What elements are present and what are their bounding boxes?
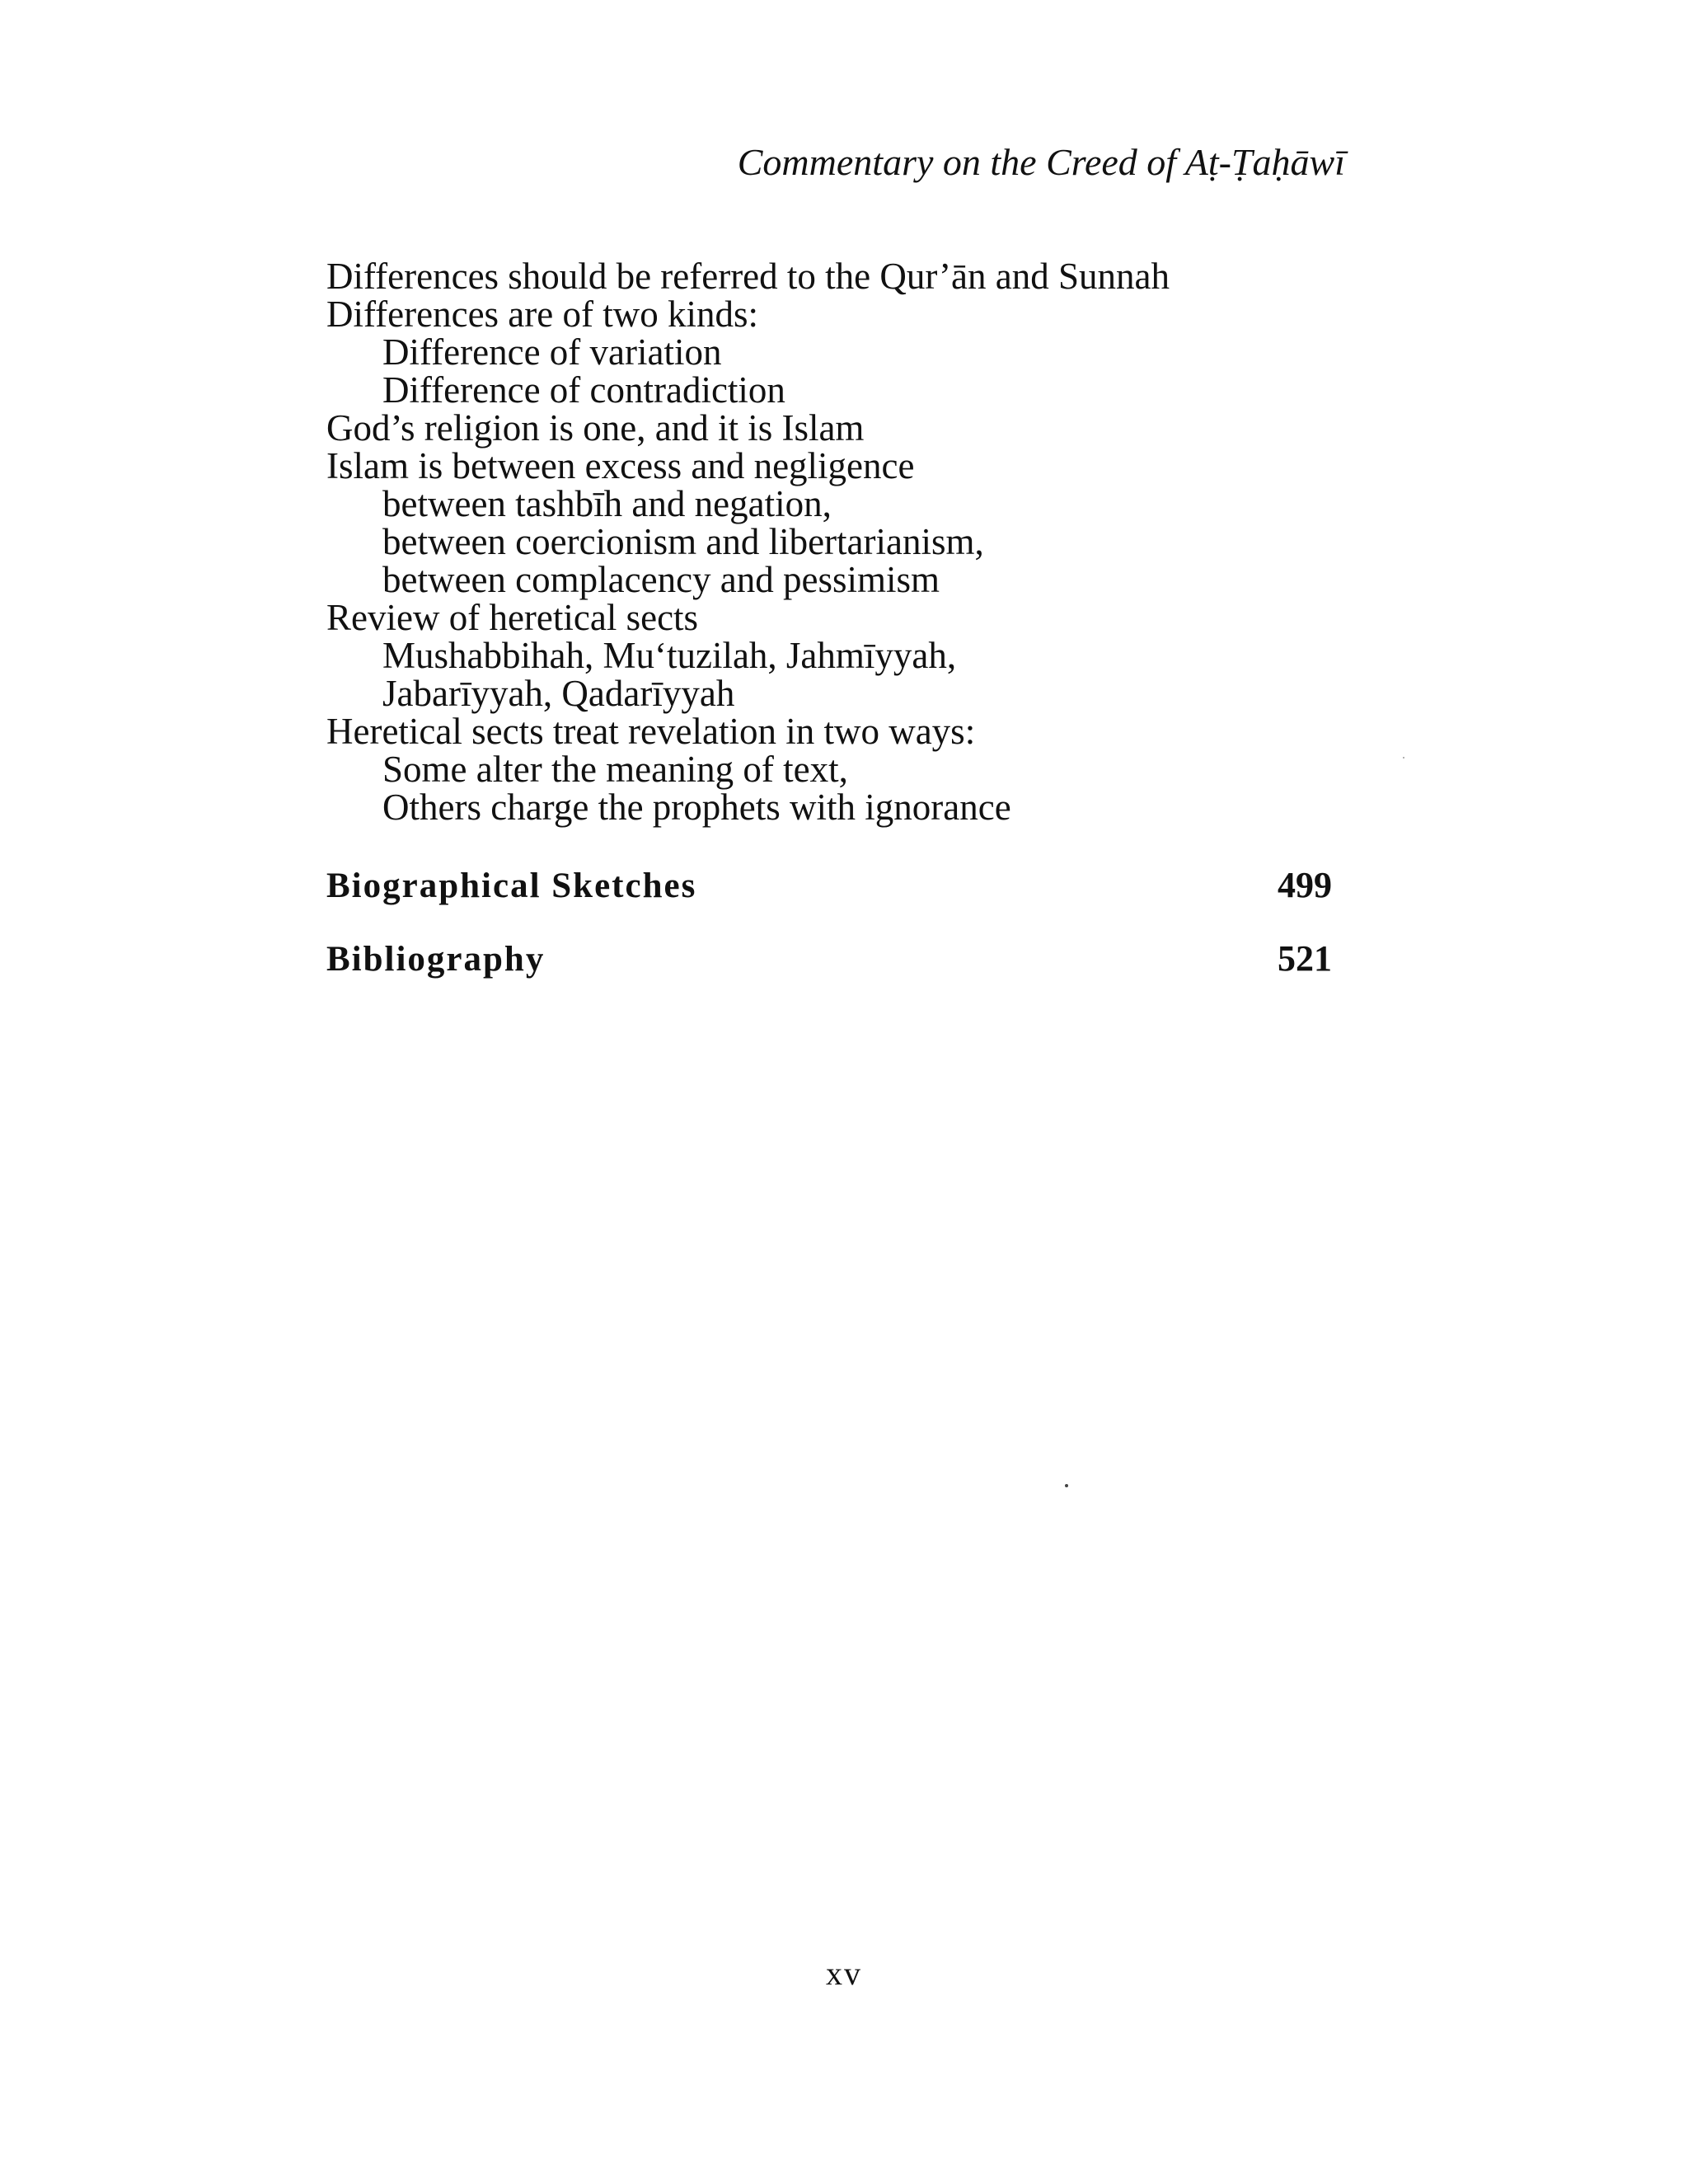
toc-line: Mushabbihah, Mu‘tuzilah, Jahmīyyah, bbox=[382, 635, 957, 676]
toc-line: Review of heretical sects bbox=[326, 597, 699, 638]
toc-line: Others charge the prophets with ignorance bbox=[382, 787, 1011, 828]
toc-line: Difference of variation bbox=[382, 331, 722, 373]
toc-entry-page: 499 bbox=[1278, 865, 1332, 905]
toc-entry-biographical-sketches bbox=[326, 864, 1332, 906]
toc-line: Difference of contradiction bbox=[382, 369, 785, 411]
toc-entry-page: 521 bbox=[1278, 938, 1332, 979]
toc-line: Heretical sects treat revelation in two ways: bbox=[326, 711, 976, 752]
toc-entry-bibliography bbox=[326, 937, 1332, 979]
toc-entry-title: Biographical Sketches bbox=[326, 867, 697, 905]
toc-line: Some alter the meaning of text, bbox=[382, 749, 848, 790]
running-head: Commentary on the Creed of Aṭ-Ṭaḥāwī bbox=[737, 141, 1345, 183]
toc-line: between tashbīh and negation, bbox=[382, 483, 832, 524]
toc-line: Islam is between excess and negligence bbox=[326, 445, 915, 486]
toc-line: Differences are of two kinds: bbox=[326, 294, 758, 335]
page-number: xv bbox=[826, 1955, 862, 1992]
toc-line: between coercionism and libertarianism, bbox=[382, 521, 984, 562]
toc-line: God’s religion is one, and it is Islam bbox=[326, 407, 865, 449]
toc-subentries bbox=[326, 257, 1357, 826]
scan-speck bbox=[1065, 1484, 1068, 1487]
toc-line: Differences should be referred to the Qur’ān and Sunnah bbox=[326, 256, 1170, 297]
toc-line: Jabarīyyah, Qadarīyyah bbox=[382, 673, 735, 714]
toc-line: between complacency and pessimism bbox=[382, 559, 940, 600]
scan-speck bbox=[1403, 757, 1404, 759]
toc-entry-title: Bibliography bbox=[326, 940, 546, 979]
